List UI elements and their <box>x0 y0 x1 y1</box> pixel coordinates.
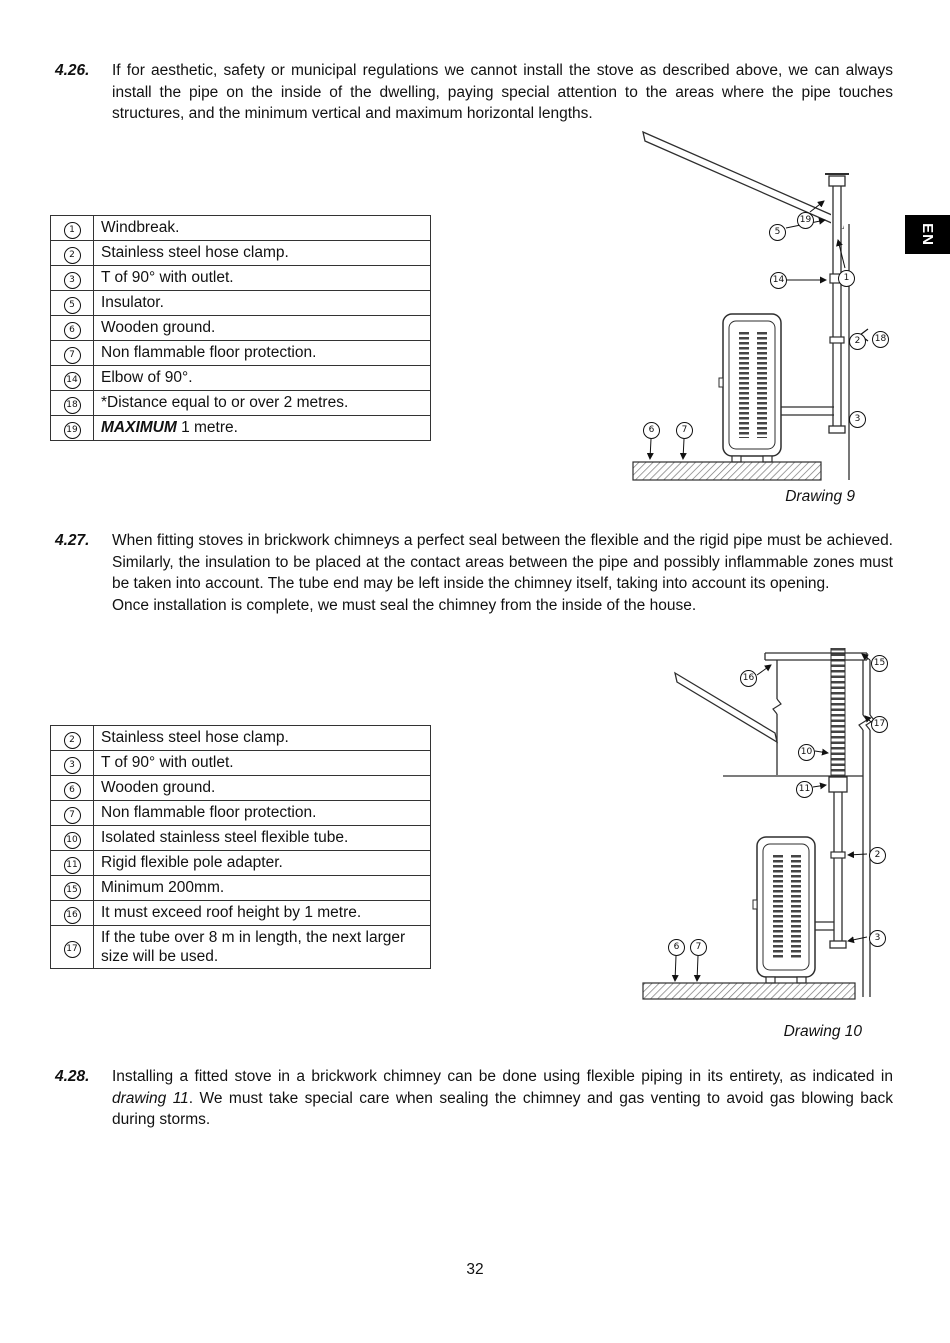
table-cell-number <box>51 291 94 316</box>
section-text <box>112 60 893 125</box>
callout-3: 3 <box>869 930 886 947</box>
plain-text: . We must take special care when sealing the chimney and gas venting to avoid gas blowing back during storms. <box>112 1089 893 1128</box>
table-row <box>51 926 431 969</box>
circled-number: 2 <box>64 247 81 264</box>
circled-number: 7 <box>64 347 81 364</box>
section-4-26 <box>55 60 893 125</box>
paragraph: When fitting stoves in brickwork chimneys a perfect seal between the flexible and the rigid pipe must be achieved. Similarly, the insulation to be placed at the contact areas between the pipe and possibly inflammable zones must be taken into account. The tube end may be left inside the chimney itself, taking into account its opening. <box>112 532 893 592</box>
table-row <box>51 826 431 851</box>
section-text <box>112 530 893 616</box>
table-row <box>51 801 431 826</box>
callout-18: 18 <box>872 331 889 348</box>
table-cell-number <box>51 391 94 416</box>
circled-number: 18 <box>64 397 81 414</box>
table-cell-number <box>51 216 94 241</box>
drawing-9 <box>605 128 905 488</box>
legend-table-2 <box>50 725 431 969</box>
table-cell-number <box>51 876 94 901</box>
circled-number: 3 <box>64 272 81 289</box>
table-cell-number <box>51 726 94 751</box>
table-cell-text: T of 90° with outlet. <box>94 751 431 776</box>
table-cell-number <box>51 926 94 969</box>
callout-3: 3 <box>849 411 866 428</box>
callout-17: 17 <box>871 716 888 733</box>
table-row <box>51 291 431 316</box>
callout-19: 19 <box>797 212 814 229</box>
table-cell-text: Wooden ground. <box>94 316 431 341</box>
table-cell-text: Windbreak. <box>94 216 431 241</box>
table-cell-text: Minimum 200mm. <box>94 876 431 901</box>
plain-text: 1 metre. <box>176 419 238 437</box>
table-cell-number <box>51 901 94 926</box>
drawing-10-caption: Drawing 10 <box>783 1023 862 1040</box>
table-cell-text: Non flammable floor protection. <box>94 341 431 366</box>
table-cell-text <box>94 416 431 441</box>
circled-number: 17 <box>64 941 81 958</box>
table-row <box>51 216 431 241</box>
table-cell-text: Elbow of 90°. <box>94 366 431 391</box>
legend-table-1 <box>50 215 431 441</box>
circled-number: 16 <box>64 907 81 924</box>
table-row <box>51 241 431 266</box>
table-row <box>51 726 431 751</box>
table-cell-number <box>51 751 94 776</box>
table-row <box>51 751 431 776</box>
table-cell-number <box>51 266 94 291</box>
table-row <box>51 316 431 341</box>
table-cell-text: Isolated stainless steel flexible tube. <box>94 826 431 851</box>
circled-number: 3 <box>64 757 81 774</box>
table-cell-number <box>51 776 94 801</box>
drawing-10-schematic <box>615 645 910 1010</box>
table-row <box>51 876 431 901</box>
paragraph: Once installation is complete, we must seal the chimney from the inside of the house. <box>112 596 697 614</box>
table-row <box>51 776 431 801</box>
circled-number: 6 <box>64 782 81 799</box>
italic-text: drawing 11 <box>112 1089 189 1107</box>
section-number: 4.26. <box>55 62 90 79</box>
table-cell-text: *Distance equal to or over 2 metres. <box>94 391 431 416</box>
circled-number: 6 <box>64 322 81 339</box>
callout-11: 11 <box>796 781 813 798</box>
callout-15: 15 <box>871 655 888 672</box>
table-cell-number <box>51 826 94 851</box>
table-cell-number <box>51 366 94 391</box>
table-cell-text: It must exceed roof height by 1 metre. <box>94 901 431 926</box>
table-cell-number <box>51 341 94 366</box>
section-number: 4.27. <box>55 532 90 549</box>
page-number: 32 <box>466 1261 484 1278</box>
table-cell-number <box>51 241 94 266</box>
section-text <box>112 1066 893 1131</box>
table-cell-number <box>51 801 94 826</box>
section-4-27 <box>55 530 893 616</box>
table-row <box>51 901 431 926</box>
drawing-9-caption: Drawing 9 <box>785 488 855 505</box>
table-cell-number <box>51 316 94 341</box>
table-row <box>51 851 431 876</box>
table-row <box>51 341 431 366</box>
callout-6: 6 <box>643 422 660 439</box>
drawing-10 <box>615 645 910 1010</box>
language-tab-label: EN <box>919 223 936 246</box>
table-cell-text: Non flammable floor protection. <box>94 801 431 826</box>
circled-number: 15 <box>64 882 81 899</box>
table-cell-text: Insulator. <box>94 291 431 316</box>
table-cell-number <box>51 851 94 876</box>
callout-5: 5 <box>769 224 786 241</box>
table-cell-text: Wooden ground. <box>94 776 431 801</box>
callout-16: 16 <box>740 670 757 687</box>
callout-7: 7 <box>676 422 693 439</box>
circled-number: 7 <box>64 807 81 824</box>
callout-14: 14 <box>770 272 787 289</box>
table-row <box>51 416 431 441</box>
table-cell-text: Stainless steel hose clamp. <box>94 241 431 266</box>
table-row <box>51 266 431 291</box>
section-4-28 <box>55 1066 893 1131</box>
callout-2: 2 <box>849 333 866 350</box>
table-cell-text: If the tube over 8 m in length, the next larger size will be used. <box>94 926 431 969</box>
circled-number: 2 <box>64 732 81 749</box>
callout-6: 6 <box>668 939 685 956</box>
paragraph <box>112 1066 893 1131</box>
paragraph: If for aesthetic, safety or municipal regulations we cannot install the stove as described above, we can always install the pipe on the inside of the dwelling, paying special attention to the areas where the pipe touches structures, and the minimum vertical and maximum horizontal lengths. <box>112 62 893 122</box>
table-row <box>51 391 431 416</box>
language-tab <box>905 215 950 254</box>
bold-italic-text: MAXIMUM <box>101 419 177 437</box>
table-cell-text: T of 90° with outlet. <box>94 266 431 291</box>
circled-number: 19 <box>64 422 81 439</box>
circled-number: 11 <box>64 857 81 874</box>
table-cell-number <box>51 416 94 441</box>
table-cell-text: Stainless steel hose clamp. <box>94 726 431 751</box>
table-row <box>51 366 431 391</box>
callout-1: 1 <box>838 270 855 287</box>
table-cell-text: Rigid flexible pole adapter. <box>94 851 431 876</box>
callout-2: 2 <box>869 847 886 864</box>
callout-10: 10 <box>798 744 815 761</box>
circled-number: 10 <box>64 832 81 849</box>
circled-number: 5 <box>64 297 81 314</box>
plain-text: Installing a fitted stove in a brickwork chimney can be done using flexible piping in its entirety, as indicated in <box>112 1068 893 1085</box>
circled-number: 1 <box>64 222 81 239</box>
callout-7: 7 <box>690 939 707 956</box>
circled-number: 14 <box>64 372 81 389</box>
section-number: 4.28. <box>55 1068 90 1085</box>
